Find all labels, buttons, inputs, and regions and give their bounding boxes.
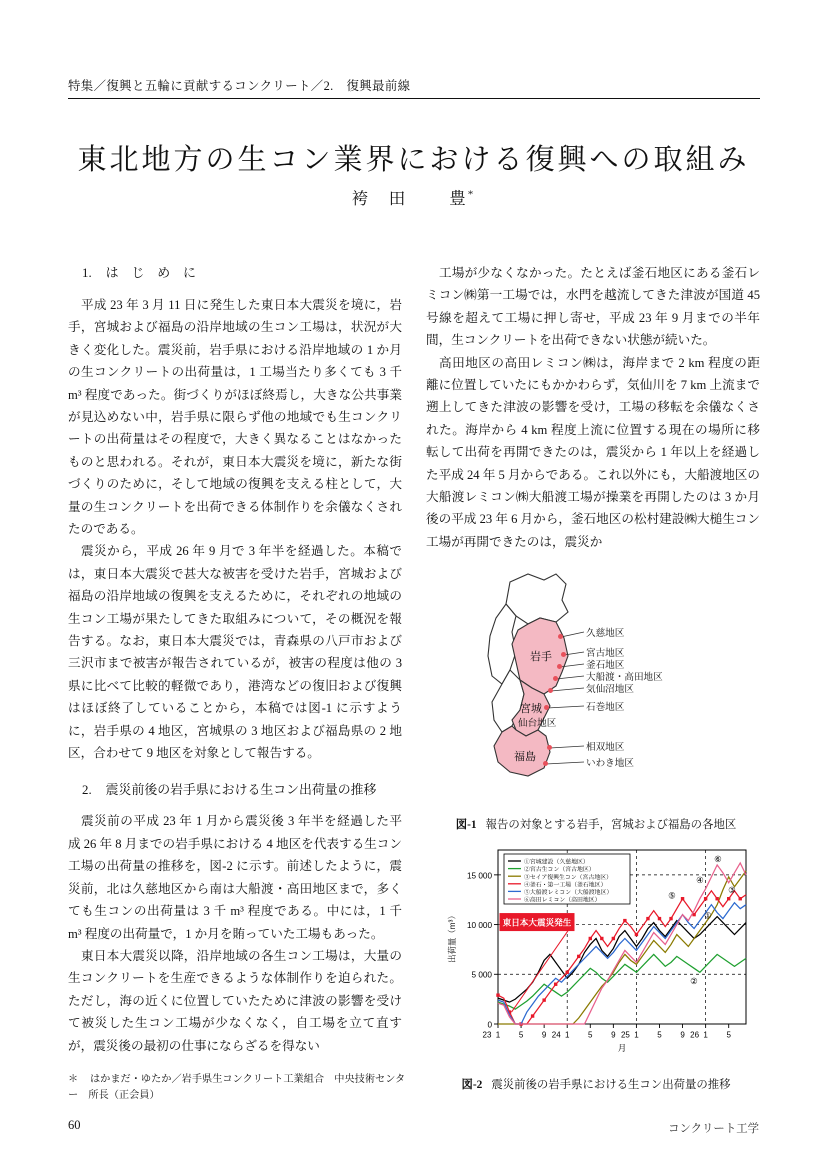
svg-text:出荷量（m³）: 出荷量（m³） <box>447 911 457 963</box>
right-paragraph-1: 工場が少なくなかった。たとえば釜石地区にある釜石レミコン㈱第一工場では，水門を越流してきた津波が国道 45 号線を超えて工場に押し寄せ，平成 23 年 9 月までの半年間，生コンクリートを出荷できない状態が続いた。 <box>426 266 760 348</box>
leader-iwaki <box>546 762 584 764</box>
figure-2-chart <box>440 836 758 1068</box>
svg-text:1: 1 <box>703 1030 708 1040</box>
svg-text:5: 5 <box>726 1030 731 1040</box>
svg-text:1: 1 <box>495 1030 501 1040</box>
svg-text:0: 0 <box>487 1020 492 1030</box>
svg-text:⑥高田レミコン（高田地区）: ⑥高田レミコン（高田地区） <box>524 897 601 904</box>
author-footnote-mark: * <box>467 188 476 201</box>
svg-text:②宮古生コン（宮古地区）: ②宮古生コン（宮古地区） <box>524 867 595 874</box>
svg-text:①宮城建設（久慈地区）: ①宮城建設（久慈地区） <box>524 859 589 866</box>
running-head-text: 特集／復興と五輪に貢献するコンクリート／2. 復興最前線 <box>68 79 411 93</box>
author-family-name: 袴 田 <box>351 189 408 208</box>
section-1-title: は じ め に <box>105 266 196 280</box>
section-1-heading <box>68 262 402 285</box>
author-footnote <box>68 1072 408 1104</box>
dot-ofunato <box>553 676 558 681</box>
dot-ishinomaki <box>544 705 549 710</box>
district-label-soso: 相双地区 <box>586 742 625 753</box>
svg-text:③セイア復興生コン（宮古地区）: ③セイア復興生コン（宮古地区） <box>524 874 613 881</box>
prefecture-iwate: 岩手 <box>530 651 552 663</box>
footnote-text: はかまだ・ゆたか／岩手県生コンクリート工業組合 中央技術センター 所長（正会員） <box>68 1074 406 1101</box>
left-paragraph-4: 東日本大震災以降，沿岸地域の各生コン工場は，大量の生コンクリートを生産できるような体制作りを迫られた。ただし，海の近くに位置していたために津波の影響を受けて被災した生コン工場が少なくなく，自工場を立て直すが，震災後の最初の仕事にならざるを得ない <box>68 948 402 1053</box>
district-label-ishinomaki: 石巻地区 <box>586 702 625 713</box>
svg-text:④釜石・第一工場（釜石地区）: ④釜石・第一工場（釜石地区） <box>524 882 607 889</box>
svg-text:9: 9 <box>541 1030 547 1040</box>
page-title: 東北地方の生コン業界における復興への取組み <box>77 144 750 177</box>
section-1-number: 1. <box>82 266 92 280</box>
page-number: 60 <box>68 1118 81 1132</box>
district-label-sendai: 仙台地区 <box>518 718 557 729</box>
dot-soso <box>547 745 552 750</box>
leader-kuji <box>561 632 584 637</box>
svg-text:③: ③ <box>728 884 736 895</box>
left-paragraph-1: 平成 23 年 3 月 11 日に発生した東日本大震災を境に，岩手，宮城および福島の沿岸地域の生コン工場は，状況が大きく変化した。震災前，岩手県における沿岸地域の 1 か月の生コンクリートの出荷量は，1 工場当たり多くても 3 千 m³ 程度であった。街づくりがほぼ終焉し，大きな公共事業が見込めない中，岩手県に限らず他の地域でも生コンクリートの出荷量はその程度で，大きく異なることはなかったものと思われる。それが，東日本大震災を境に，新たな街づくりのために，そして地域の復興を支える柱として，大量の生コンクリートを出荷できる体制作りを余儀なくされたのである。 <box>68 297 402 537</box>
figure-2-caption <box>426 1076 766 1092</box>
running-head <box>68 76 760 99</box>
right-paragraph-2: 高田地区の高田レミコン㈱は，海岸まで 2 km 程度の距離に位置していたにもかかわらず，気仙川を 7 km 上流まで遡上してきた津波の影響を受け，工場の移転を余儀なくされた。海岸から 4 km 程度上流に位置する現在の場所に移転して出荷を再開できたのは，震災から 1 年以上を経過した平成 24 年 5 月からである。これ以外にも，大船渡地区の大船渡レミコン㈱大船渡工場が操業を再開したのは 3 か月後の平成 23 年 6 月から，釜石地区の松村建設㈱大槌生コン工場が再開できたのは，震災か <box>426 355 760 549</box>
section-2-title: 震災前後の岩手県における生コン出荷量の推移 <box>105 782 377 797</box>
left-paragraph-2: 震災から，平成 26 年 9 月で 3 年半を経過した。本稿では，東日本大震災で甚大な被害を受けた岩手，宮城および福島の沿岸地域の復興を支えるために，それぞれの地域の生コン工場が果たしてきた取組みについて，その概況を報告する。なお，東日本大震災では，青森県の八戸市および三沢市まで被害が報告されているが，被害の程度は他の 3 県に比べて比較的軽微であり，港湾などの復旧および復興はほぼ終了していることから，本稿では図-1 に示すように，岩手県の 4 地区，宮城県の 3 地区および福島県の 2 地区，合わせて 9 地区を対象として報告する。 <box>68 544 402 761</box>
svg-text:⑤: ⑤ <box>668 890 676 901</box>
leader-soso <box>550 746 584 748</box>
svg-text:26: 26 <box>690 1030 700 1040</box>
prefecture-miyagi: 宮城 <box>520 703 542 715</box>
svg-text:5 000: 5 000 <box>471 970 492 980</box>
svg-text:5: 5 <box>518 1030 524 1040</box>
leader-kesennuma <box>551 688 584 691</box>
svg-text:15 000: 15 000 <box>466 871 492 881</box>
section-2-number: 2. <box>82 782 92 797</box>
figure-1-map <box>432 560 762 810</box>
author-given-name: 豊 <box>449 189 468 208</box>
svg-text:9: 9 <box>611 1030 616 1040</box>
dot-miyako <box>561 652 566 657</box>
dot-iwaki <box>543 761 548 766</box>
district-label-ofunato-takata: 大船渡・高田地区 <box>586 672 663 683</box>
district-label-iwaki: いわき地区 <box>586 758 634 769</box>
journal-name: コンクリート工学 <box>668 1123 759 1135</box>
svg-text:9: 9 <box>680 1030 685 1040</box>
svg-text:10 000: 10 000 <box>466 920 492 930</box>
district-label-kamaishi: 釜石地区 <box>586 660 625 671</box>
figure-1-caption-text: 報告の対象とする岩手，宮城および福島の各地区 <box>485 819 737 831</box>
svg-text:④: ④ <box>696 874 704 885</box>
svg-text:5: 5 <box>588 1030 593 1040</box>
district-label-kesennuma: 気仙沼地区 <box>586 684 634 695</box>
svg-text:②: ② <box>690 976 698 987</box>
dot-kuji <box>558 634 563 639</box>
figure-1-label: 図-1 <box>455 819 477 831</box>
district-label-miyako: 宮古地区 <box>586 648 625 659</box>
leader-ishinomaki <box>547 706 584 708</box>
right-column <box>426 262 760 553</box>
figure-2-label: 図-2 <box>461 1079 483 1091</box>
dot-kesennuma <box>548 688 553 693</box>
svg-text:5: 5 <box>657 1030 662 1040</box>
svg-text:①: ① <box>704 910 712 921</box>
dot-kamaishi <box>557 664 562 669</box>
author-byline <box>0 185 827 209</box>
running-head-rule <box>68 98 760 99</box>
svg-text:1: 1 <box>564 1030 570 1040</box>
footnote-star: ＊ <box>68 1074 79 1085</box>
district-label-kuji: 久慈地区 <box>586 628 625 639</box>
svg-text:東日本大震災発生: 東日本大震災発生 <box>502 917 572 928</box>
svg-text:23: 23 <box>482 1030 492 1040</box>
svg-text:⑤大船渡レミコン（大船渡地区）: ⑤大船渡レミコン（大船渡地区） <box>524 890 613 896</box>
figure-2-caption-text: 震災前後の岩手県における生コン出荷量の推移 <box>491 1079 731 1091</box>
left-column <box>68 262 402 1057</box>
svg-text:25: 25 <box>620 1030 630 1040</box>
chart-svg <box>440 836 758 1068</box>
svg-text:1: 1 <box>634 1030 639 1040</box>
svg-text:24: 24 <box>551 1030 561 1040</box>
section-2-heading <box>68 779 402 802</box>
left-paragraph-3: 震災前の平成 23 年 1 月から震災後 3 年半を経過した平成 26 年 8 月までの岩手県における 4 地区を代表する生コン工場の出荷量の推移を，図-2 に示す。前述したように，震災前，北は久慈地区から南は大船渡・高田地区まで，多くても生コンの出荷量は 3 千 m³ 程度である。中には，1 千 m³ 程度の出荷量で，1 か月を賄っていた工場もあった。 <box>68 814 402 941</box>
svg-text:月: 月 <box>617 1043 627 1053</box>
prefecture-fukushima: 福島 <box>514 751 536 763</box>
svg-text:⑥: ⑥ <box>714 853 722 864</box>
figure-1-caption <box>426 816 766 832</box>
